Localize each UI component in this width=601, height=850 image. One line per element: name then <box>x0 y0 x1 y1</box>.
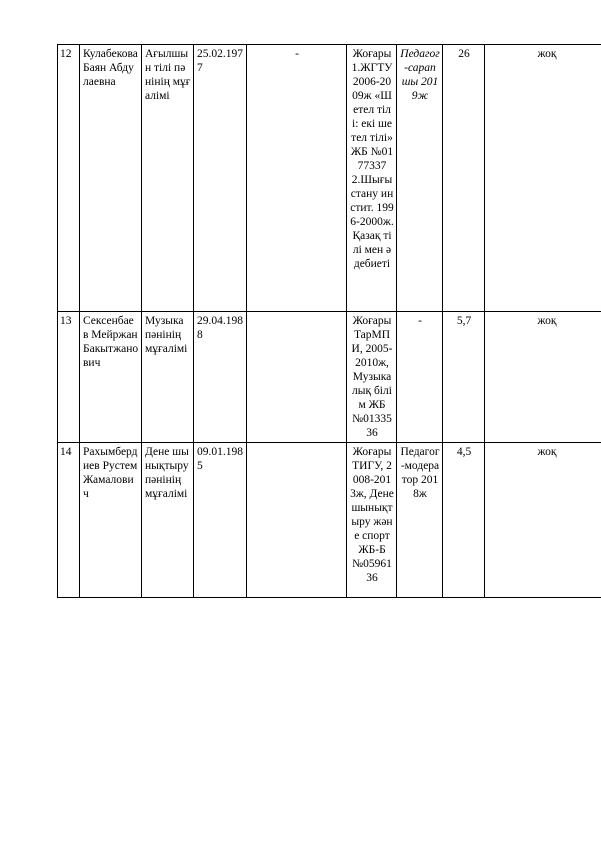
education-detail: 1.ЖГТУ 2006-2009ж «Шетел тілі: екі шетел тілі» ЖБ №0177337 <box>350 62 394 173</box>
row-number: 13 <box>58 312 80 443</box>
subject: Музыка пәнінің мұғалімі <box>142 312 194 443</box>
table-row <box>58 443 601 598</box>
teacher-name: Кулабекова Баян Абдулаевна <box>80 45 142 312</box>
table-row <box>58 312 601 443</box>
subject: Ағылшын тілі пәнінің мұғалімі <box>142 45 194 312</box>
category: Педагог-модератор 2018ж <box>397 443 443 598</box>
staff-table <box>57 44 601 598</box>
experience: 5,7 <box>443 312 485 443</box>
education <box>347 312 397 443</box>
category: Педагог-сарапшы 2019ж <box>397 45 443 312</box>
education-level: Жоғары <box>352 446 392 459</box>
birth-date: 09.01.1985 <box>194 443 247 598</box>
table-row <box>58 45 601 312</box>
education-detail: 2.Шығыстану инстит. 1996-2000ж. Қазақ тілі мен әдебиеті <box>350 174 394 271</box>
teacher-name: Сексенбаев Мейржан Бакытжанович <box>80 312 142 443</box>
subject: Дене шынықтыру пәнінің мұғалімі <box>142 443 194 598</box>
teacher-name: Рахымбердиев Рустем Жамалович <box>80 443 142 598</box>
education-detail: ТарМПИ, 2005-2010ж, Музыкалық білім ЖБ №0133536 <box>351 329 393 440</box>
last-column: жоқ <box>485 312 601 443</box>
category: - <box>397 312 443 443</box>
last-column: жоқ <box>485 443 601 598</box>
birth-date: 25.02.1977 <box>194 45 247 312</box>
column-five <box>247 443 347 598</box>
birth-date: 29.04.1988 <box>194 312 247 443</box>
column-five <box>247 312 347 443</box>
row-number: 12 <box>58 45 80 312</box>
education-detail: ТИГУ, 2008-2013ж, Дене шынықтыру және спорт ЖБ-Б №0596136 <box>350 460 394 585</box>
education-level: Жоғары <box>352 315 392 327</box>
row-number: 14 <box>58 443 80 598</box>
experience: 4,5 <box>443 443 485 598</box>
education <box>347 443 397 598</box>
column-five: - <box>247 45 347 312</box>
experience: 26 <box>443 45 485 312</box>
education-level: Жоғары <box>352 48 392 60</box>
last-column: жоқ <box>485 45 601 312</box>
education <box>347 45 397 312</box>
